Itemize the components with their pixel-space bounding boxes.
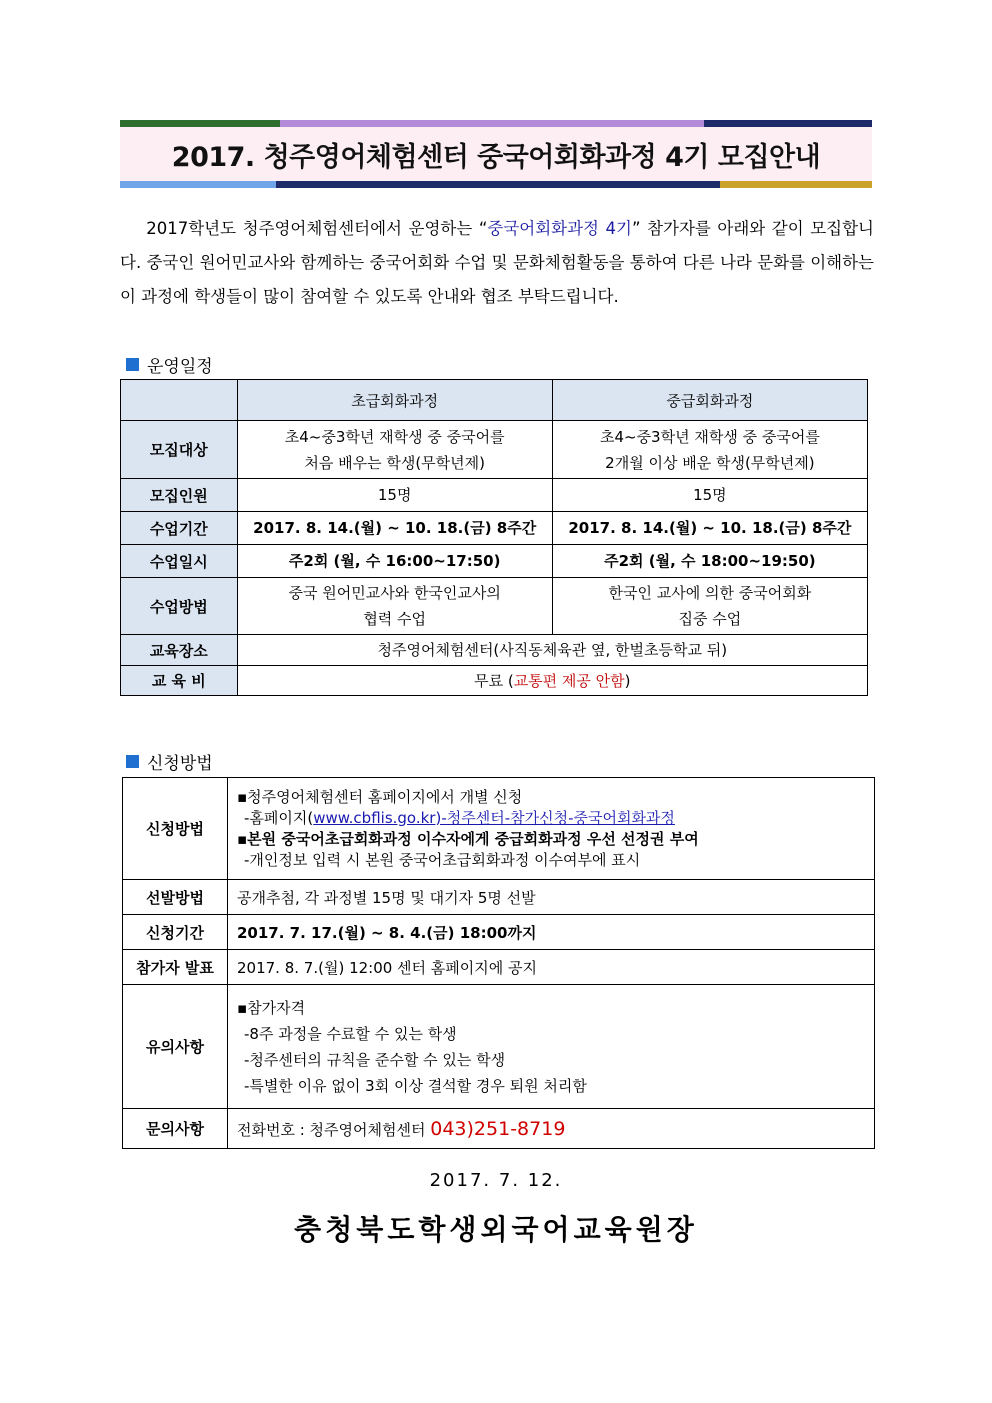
intro-before: 2017학년도 청주영어체험센터에서 운영하는 “ — [146, 219, 488, 238]
page-title: 2017. 청주영어체험센터 중국어회화과정 4기 모집안내 — [171, 141, 821, 173]
cell-line — [237, 808, 874, 829]
homepage-link[interactable]: www.cbflis.go.kr — [313, 808, 436, 827]
cell-line: 협력 수업 — [363, 610, 427, 628]
cell-line: 처음 배우는 학생(무학년제) — [304, 453, 485, 472]
cell — [237, 421, 552, 479]
title-bar-bottom — [120, 181, 872, 188]
table-row — [121, 578, 868, 635]
table-row — [121, 635, 868, 666]
apply-table — [122, 777, 875, 1149]
cell: 주2회 (월, 수 18:00~19:50) — [552, 545, 867, 578]
document-date: 2017. 7. 12. — [429, 1170, 563, 1191]
title-box — [120, 127, 872, 181]
row-label: 문의사항 — [123, 1109, 228, 1149]
table-row — [121, 666, 868, 696]
table-row — [123, 985, 875, 1109]
table-row — [121, 479, 868, 512]
cell-line: ▪참가자격 — [237, 998, 306, 1017]
cell — [237, 666, 867, 696]
cell-line: -8주 과정을 수료할 수 있는 학생 — [244, 1024, 457, 1043]
table-row — [121, 421, 868, 479]
header-blank — [121, 380, 238, 421]
cell-line: -청주센터의 규칙을 준수할 수 있는 학생 — [244, 1050, 506, 1069]
schedule-heading — [126, 352, 213, 377]
table-row — [123, 778, 875, 880]
title-bar-top — [120, 120, 872, 127]
cell: 공개추첨, 각 과정별 15명 및 대기자 5명 선발 — [228, 880, 875, 915]
cell — [237, 578, 552, 635]
table-row — [121, 380, 868, 421]
table-row — [121, 545, 868, 578]
schedule-table — [120, 379, 868, 696]
intro-after: ” 참가자를 아래와 같이 모집합니다. 중국인 원어민교사와 함께하는 중국어회화 수업 및 문화체험활동을 통하여 다른 나라 문화를 이해하는 이 과정에 학생들이 많이 참여할 수 있도록 안내와 협조 부탁드립니다. — [120, 219, 874, 306]
square-bullet-icon — [126, 755, 139, 768]
row-label: 모집인원 — [121, 479, 238, 512]
row-label: 신청방법 — [123, 778, 228, 880]
row-label: 수업일시 — [121, 545, 238, 578]
table-row — [123, 915, 875, 950]
link-prefix: -홈페이지( — [244, 808, 314, 827]
contact-prefix: 전화번호 : 청주영어체험센터 — [237, 1120, 431, 1139]
cell: 청주영어체험센터(사직동체육관 옆, 한벌초등학교 뒤) — [237, 635, 867, 666]
table-row — [121, 512, 868, 545]
cell-line: ▪본원 중국어초급회화과정 이수자에게 중급회화과정 우선 선정권 부여 — [237, 829, 699, 848]
fee-after: ) — [624, 671, 631, 690]
square-bullet-icon — [126, 358, 139, 371]
cell: 2017. 8. 14.(월) ~ 10. 18.(금) 8주간 — [552, 512, 867, 545]
row-label: 교육장소 — [121, 635, 238, 666]
row-label: 선발방법 — [123, 880, 228, 915]
row-label: 모집대상 — [121, 421, 238, 479]
cell-line: ▪청주영어체험센터 홈페이지에서 개별 신청 — [237, 787, 523, 806]
intro-highlight: 중국어회화과정 4기 — [487, 219, 632, 238]
phone-number: 043)251-8719 — [430, 1117, 566, 1140]
cell: 주2회 (월, 수 16:00~17:50) — [237, 545, 552, 578]
row-label: 신청기간 — [123, 915, 228, 950]
header-intermediate: 중급회화과정 — [552, 380, 867, 421]
table-row — [123, 880, 875, 915]
homepage-path[interactable]: )-청주센터-참가신청-중국어회화과정 — [435, 808, 675, 827]
cell-line: 2개월 이상 배운 학생(무학년제) — [605, 453, 815, 472]
cell — [552, 421, 867, 479]
row-label: 유의사항 — [123, 985, 228, 1109]
cell-line: 집중 수업 — [678, 610, 742, 628]
cell: 2017. 8. 7.(월) 12:00 센터 홈페이지에 공지 — [228, 950, 875, 985]
cell — [228, 778, 875, 880]
apply-heading — [126, 749, 213, 774]
cell-line: 초4~중3학년 재학생 중 중국어를 — [284, 427, 505, 446]
intro-paragraph — [120, 212, 874, 314]
cell-line: 한국인 교사에 의한 중국어회화 — [608, 584, 812, 602]
cell — [228, 1109, 875, 1149]
row-label: 교 육 비 — [121, 666, 238, 696]
issuer-name: 충청북도학생외국어교육원장 — [294, 1213, 698, 1246]
schedule-heading-text: 운영일정 — [147, 357, 213, 377]
row-label: 참가자 발표 — [123, 950, 228, 985]
cell-line: 초4~중3학년 재학생 중 중국어를 — [599, 427, 820, 446]
table-row — [123, 1109, 875, 1149]
cell — [552, 578, 867, 635]
cell: 15명 — [552, 479, 867, 512]
table-row — [123, 950, 875, 985]
cell-line: 중국 원어민교사와 한국인교사의 — [288, 584, 501, 602]
fee-note: 교통편 제공 안함 — [513, 671, 625, 690]
row-label: 수업기간 — [121, 512, 238, 545]
apply-heading-text: 신청방법 — [147, 754, 213, 774]
title-banner — [120, 120, 872, 188]
cell: 2017. 7. 17.(월) ~ 8. 4.(금) 18:00까지 — [228, 915, 875, 950]
cell-line: -특별한 이유 없이 3회 이상 결석할 경우 퇴원 처리함 — [244, 1076, 587, 1095]
fee-before: 무료 ( — [474, 671, 514, 690]
cell: 15명 — [237, 479, 552, 512]
cell-line: -개인정보 입력 시 본원 중국어초급회화과정 이수여부에 표시 — [244, 850, 641, 869]
row-label: 수업방법 — [121, 578, 238, 635]
header-beginner: 초급회화과정 — [237, 380, 552, 421]
cell: 2017. 8. 14.(월) ~ 10. 18.(금) 8주간 — [237, 512, 552, 545]
cell — [228, 985, 875, 1109]
